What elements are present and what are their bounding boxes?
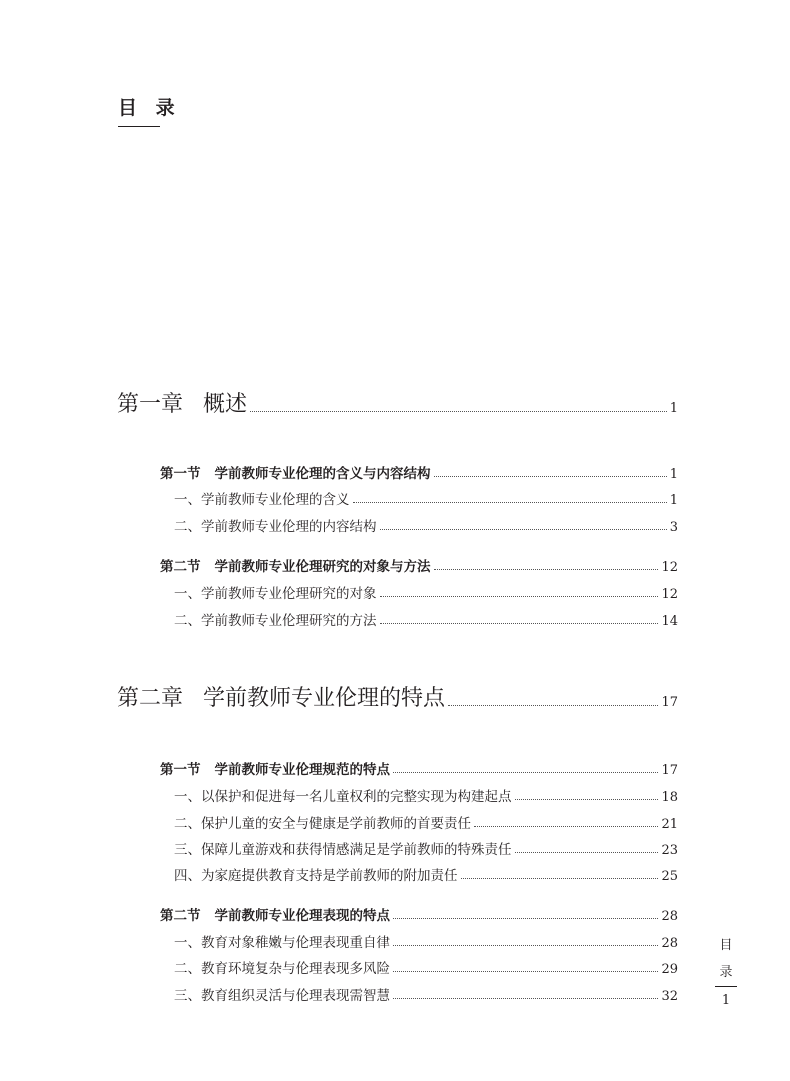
section-title: 学前教师专业伦理规范的特点 (214, 762, 390, 778)
item-title: 二、学前教师专业伦理的内容结构 (174, 519, 377, 535)
section-number: 第二节 (160, 559, 201, 575)
section-number: 第二节 (160, 908, 201, 924)
page-title: 目 录 (118, 97, 181, 119)
folio-page-number: 1 (721, 993, 731, 1008)
dot-leader (250, 411, 667, 412)
chapter-title: 学前教师专业伦理的特点 (203, 686, 446, 711)
dot-leader (515, 852, 659, 853)
toc-item[interactable] (174, 488, 678, 508)
item-title: 二、保护儿童的安全与健康是学前教师的首要责任 (174, 816, 471, 832)
item-title: 二、教育环境复杂与伦理表现多风险 (174, 961, 390, 977)
toc-section-2-1[interactable] (160, 758, 678, 778)
dot-leader (353, 502, 667, 503)
toc-item[interactable] (174, 931, 678, 951)
chapter-title: 概述 (203, 392, 248, 417)
section-title: 学前教师专业伦理研究的对象与方法 (214, 559, 431, 575)
page-number: 12 (661, 560, 678, 575)
page-number: 1 (669, 467, 678, 482)
toc-item[interactable] (174, 838, 678, 858)
page-number: 1 (669, 493, 678, 508)
chapter-number: 第二章 (117, 686, 184, 711)
dot-leader (515, 799, 659, 800)
dot-leader (380, 596, 659, 597)
toc-item[interactable] (174, 957, 678, 977)
page-number: 1 (669, 401, 678, 416)
page-number: 17 (661, 695, 678, 710)
dot-leader (434, 476, 667, 477)
dot-leader (448, 705, 658, 706)
page-number: 28 (661, 909, 678, 924)
toc-chapter-2[interactable] (117, 682, 678, 712)
page-number: 23 (661, 843, 678, 858)
toc-item[interactable] (174, 984, 678, 1004)
item-title: 一、学前教师专业伦理的含义 (174, 492, 350, 508)
chapter-number: 第一章 (117, 392, 184, 417)
toc-section-1-2[interactable] (160, 555, 678, 575)
item-title: 三、教育组织灵活与伦理表现需智慧 (174, 988, 390, 1004)
page-number: 32 (661, 989, 678, 1004)
toc-chapter-1[interactable] (117, 388, 678, 418)
page-number: 21 (661, 817, 678, 832)
item-title: 一、以保护和促进每一名儿童权利的完整实现为构建起点 (174, 789, 512, 805)
toc-item[interactable] (174, 609, 678, 629)
toc-item[interactable] (174, 864, 678, 884)
toc-section-2-2[interactable] (160, 904, 678, 924)
section-title: 学前教师专业伦理表现的特点 (214, 908, 390, 924)
item-title: 三、保障儿童游戏和获得情感满足是学前教师的特殊责任 (174, 842, 512, 858)
dot-leader (380, 623, 659, 624)
toc-item[interactable] (174, 785, 678, 805)
toc-item[interactable] (174, 515, 678, 535)
dot-leader (393, 998, 658, 999)
dot-leader (474, 826, 658, 827)
page-number: 18 (661, 790, 678, 805)
page-number: 25 (661, 869, 678, 884)
dot-leader (393, 918, 658, 919)
item-title: 二、学前教师专业伦理研究的方法 (174, 613, 377, 629)
side-tab (713, 934, 739, 1008)
item-title: 一、教育对象稚嫩与伦理表现重自律 (174, 935, 390, 951)
page-number: 3 (669, 520, 678, 535)
dot-leader (393, 971, 658, 972)
side-tab-char: 目 (719, 938, 733, 953)
toc-item[interactable] (174, 582, 678, 602)
dot-leader (393, 945, 658, 946)
side-tab-rule (715, 986, 737, 987)
section-number: 第一节 (160, 762, 201, 778)
toc-section-1-1[interactable] (160, 462, 678, 482)
title-underline (118, 126, 160, 127)
toc-item[interactable] (174, 812, 678, 832)
page-number: 14 (661, 614, 678, 629)
section-title: 学前教师专业伦理的含义与内容结构 (214, 466, 431, 482)
section-number: 第一节 (160, 466, 201, 482)
item-title: 四、为家庭提供教育支持是学前教师的附加责任 (174, 868, 458, 884)
dot-leader (461, 878, 659, 879)
side-tab-char: 录 (719, 965, 733, 980)
page-number: 17 (661, 763, 678, 778)
page-number: 29 (661, 962, 678, 977)
page-number: 12 (661, 587, 678, 602)
page-number: 28 (661, 936, 678, 951)
dot-leader (380, 529, 667, 530)
item-title: 一、学前教师专业伦理研究的对象 (174, 586, 377, 602)
dot-leader (434, 569, 659, 570)
dot-leader (393, 772, 658, 773)
